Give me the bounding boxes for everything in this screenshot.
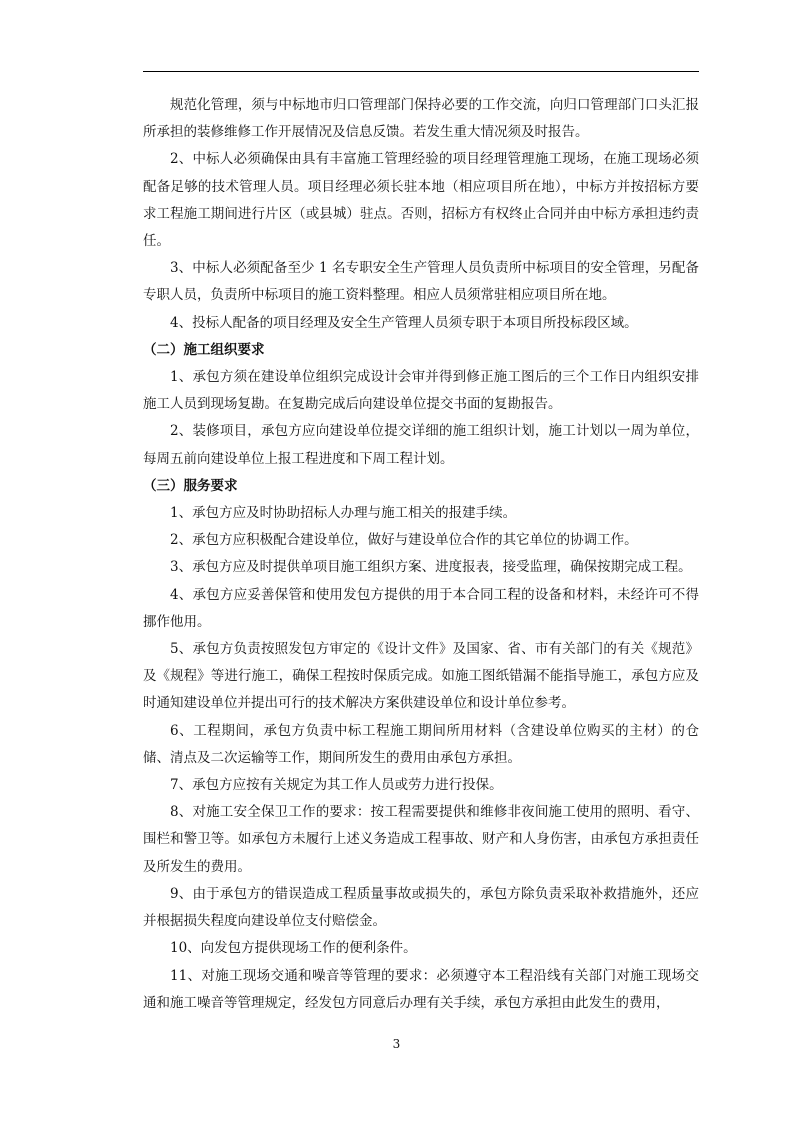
paragraph-continuation: 规范化管理，须与中标地市归口管理部门保持必要的工作交流，向归口管理部门口头汇报所承担的装修维修工作开展情况及信息反馈。若发生重大情况须及时报告。 <box>143 97 699 141</box>
paragraph-org-2: 2、装修项目，承包方应向建设单位提交详细的施工组织计划，施工计划以一周为单位，每周五前向建设单位上报工程进度和下周工程计划。 <box>143 423 699 467</box>
paragraph-4-dedicated-staff: 4、投标人配备的项目经理及安全生产管理人员须专职于本项目所投标段区域。 <box>170 314 638 331</box>
document-body <box>143 92 699 1017</box>
paragraph-service-3: 3、承包方应及时提供单项目施工组织方案、进度报表，接受监理，确保按期完成工程。 <box>170 559 692 576</box>
section-heading-construction-organization: （二）施工组织要求 <box>143 341 265 358</box>
paragraph-service-4: 4、承包方应妥善保管和使用发包方提供的用于本合同工程的设备和材料，未经许可不得挪作他用。 <box>143 586 699 630</box>
paragraph-service-9: 9、由于承包方的错误造成工程质量事故或损失的，承包方除负责采取补救措施外，还应并根据损失程度向建设单位支付赔偿金。 <box>143 885 699 930</box>
section-heading-service-requirements: （三）服务要求 <box>143 477 238 494</box>
header-rule <box>143 71 699 72</box>
paragraph-service-1: 1、承包方应及时协助招标人办理与施工相关的报建手续。 <box>170 505 517 522</box>
paragraph-org-1: 1、承包方须在建设单位组织完成设计会审并得到修正施工图后的三个工作日内组织安排施工人员到现场复勘。在复勘完成后向建设单位提交书面的复勘报告。 <box>143 369 699 413</box>
paragraph-service-11: 11、对施工现场交通和噪音等管理的要求：必须遵守本工程沿线有关部门对施工现场交通和施工噪音等管理规定，经发包方同意后办理有关手续，承包方承担由此发生的费用， <box>143 967 699 1011</box>
paragraph-service-2: 2、承包方应积极配合建设单位，做好与建设单位合作的其它单位的协调工作。 <box>170 532 638 549</box>
paragraph-service-10: 10、向发包方提供现场工作的便利条件。 <box>170 940 417 957</box>
paragraph-3-safety-staff: 3、中标人必须配备至少 1 名专职安全生产管理人员负责所中标项目的安全管理，另配备专职人员，负责所中标项目的施工资料整理。相应人员须常驻相应项目所在地。 <box>143 260 699 304</box>
paragraph-2-project-manager: 2、中标人必须确保由具有丰富施工管理经验的项目经理管理施工现场，在施工现场必须配备足够的技术管理人员。项目经理必须长驻本地（相应项目所在地），中标方并按招标方要求工程施工期间进行片区（或县城）驻点。否则，招标方有权终止合同并由中标方承担违约责任。 <box>143 151 699 250</box>
paragraph-service-5: 5、承包方负责按照发包方审定的《设计文件》及国家、省、市有关部门的有关《规范》及《规程》等进行施工，确保工程按时保质完成。如施工图纸错漏不能指导施工，承包方应及时通知建设单位并提出可行的技术解决方案供建设单位和设计单位参考。 <box>143 641 699 712</box>
paragraph-service-8: 8、对施工安全保卫工作的要求：按工程需要提供和维修非夜间施工使用的照明、看守、围栏和警卫等。如承包方未履行上述义务造成工程事故、财产和人身伤害，由承包方承担责任及所发生的费用。 <box>143 804 699 875</box>
paragraph-service-6: 6、工程期间，承包方负责中标工程施工期间所用材料（含建设单位购买的主材）的仓储、清点及二次运输等工作，期间所发生的费用由承包方承担。 <box>143 722 699 766</box>
paragraph-service-7: 7、承包方应按有关规定为其工作人员或劳力进行投保。 <box>170 777 503 794</box>
page-number: 3 <box>392 1037 401 1051</box>
